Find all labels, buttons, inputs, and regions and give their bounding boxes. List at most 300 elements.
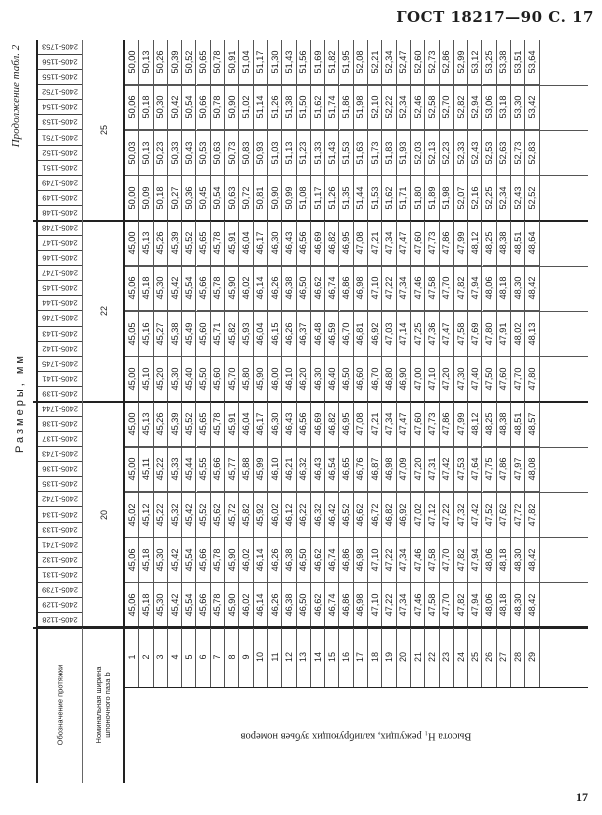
height-value-cell-text: 45,30 (155, 276, 166, 300)
height-value-cell-text: 45,71 (212, 322, 223, 346)
height-value-cell (168, 130, 182, 175)
height-value-cell-text: 46,70 (341, 322, 352, 346)
height-value-cell (254, 266, 268, 311)
height-value-cell (425, 447, 439, 492)
height-value-cell (268, 583, 282, 628)
height-value-cell (254, 357, 268, 402)
height-value-cell (282, 492, 296, 537)
height-value-cell (168, 221, 182, 266)
height-value-cell-text: 46,37 (298, 322, 309, 346)
height-value-cell (197, 357, 211, 402)
height-value-cell-text: 51,26 (269, 95, 280, 119)
height-value-cell-text: 45,30 (155, 593, 166, 617)
height-value-cell (168, 402, 182, 447)
broach-designation-text: 2405-1753 (41, 42, 78, 52)
height-value-cell-text: 47,80 (484, 322, 495, 346)
height-value-cell-text: 45,52 (183, 412, 194, 436)
height-value-cell-text: 45,12 (140, 503, 151, 526)
height-value-cell (397, 40, 411, 85)
tooth-number-text: 18 (369, 651, 380, 663)
height-value-cell (325, 402, 339, 447)
height-value-cell (139, 221, 153, 266)
height-value-cell (182, 357, 196, 402)
height-value-cell-text: 48,30 (512, 276, 523, 300)
height-value-cell (454, 447, 468, 492)
tooth-number-text: 7 (212, 654, 223, 660)
height-value-cell (225, 40, 239, 85)
height-value-cell (454, 85, 468, 130)
height-value-cell-text: 47,46 (412, 276, 423, 300)
height-value-cell (340, 130, 354, 175)
height-value-cell (497, 447, 511, 492)
height-value-cell-text: 45,26 (155, 231, 166, 255)
height-value-cell (182, 402, 196, 447)
height-value-cell-text: 46,02 (269, 503, 280, 526)
height-value-cell (525, 266, 539, 311)
height-value-cell (197, 40, 211, 85)
height-value-cell (354, 357, 368, 402)
height-value-cell (440, 311, 454, 356)
height-value-cell (440, 447, 454, 492)
height-value-cell-text: 46,02 (241, 548, 252, 572)
height-value-cell-text: 48,30 (512, 548, 523, 572)
height-value-cell (297, 538, 311, 583)
height-value-cell-text: 45,22 (155, 503, 166, 526)
height-value-cell-text: 46,80 (384, 367, 395, 391)
height-value-cell (440, 402, 454, 447)
height-value-cell (125, 266, 139, 311)
broach-designation (37, 161, 82, 176)
height-value-cell (154, 176, 168, 221)
broach-designation-text: 2405-1741 (41, 540, 78, 550)
broach-designation-text: 2405-1144 (41, 298, 78, 308)
height-value-cell (297, 266, 311, 311)
broach-designation-text: 2405-1154 (41, 102, 78, 112)
height-value-cell (182, 221, 196, 266)
height-value-cell-text: 51,13 (283, 141, 294, 165)
height-value-cell-text: 46,48 (312, 322, 323, 346)
height-value-cell-text: 47,47 (398, 412, 409, 436)
height-value-cell-text: 51,63 (355, 141, 366, 165)
height-value-cell-text: 48,42 (527, 593, 538, 617)
height-value-cell (282, 40, 296, 85)
tooth-number (483, 627, 497, 687)
height-value-cell-text: 46,70 (369, 367, 380, 391)
height-value-cell (225, 85, 239, 130)
height-value-cell-text: 48,06 (484, 276, 495, 300)
height-value-cell-text: 46,65 (341, 457, 352, 481)
height-value-cell-text: 50,18 (155, 186, 166, 210)
height-value-cell-text: 51,43 (283, 50, 294, 74)
height-value-cell-text: 46,26 (269, 276, 280, 300)
height-value-cell-text: 50,99 (283, 186, 294, 210)
height-value-cell (297, 447, 311, 492)
height-value-cell (382, 447, 396, 492)
group-nominal-width (82, 40, 125, 221)
broach-designation-text: 2405-1151 (41, 163, 78, 173)
height-value-cell (168, 492, 182, 537)
height-value-cell-text: 48,18 (498, 276, 509, 300)
height-value-cell (397, 583, 411, 628)
broach-designation (37, 281, 82, 296)
broach-designation-text: 2405-1746 (41, 313, 78, 323)
height-value-cell-text: 47,34 (384, 231, 395, 255)
height-value-cell-text: 50,78 (212, 95, 223, 119)
broach-designation-text: 2405-1138 (41, 419, 78, 429)
height-value-cell (211, 583, 225, 628)
tooth-number (411, 627, 425, 687)
height-value-cell-text: 46,74 (326, 276, 337, 300)
tooth-number (182, 627, 196, 687)
height-value-cell (225, 538, 239, 583)
height-value-cell (382, 538, 396, 583)
height-value-cell-text: 53,30 (512, 95, 523, 119)
height-value-cell-text: 47,42 (441, 457, 452, 481)
height-value-cell (397, 85, 411, 130)
tooth-number-text: 2 (140, 654, 151, 660)
broach-designation (37, 115, 82, 130)
height-value-cell (368, 447, 382, 492)
height-value-cell-text: 52,53 (484, 141, 495, 165)
broach-designation (37, 387, 82, 402)
tooth-number (454, 627, 468, 687)
height-value-cell (340, 311, 354, 356)
height-value-cell (154, 40, 168, 85)
height-value-cell (511, 447, 525, 492)
height-value-cell-text: 47,09 (398, 457, 409, 481)
height-value-cell-text: 45,90 (226, 548, 237, 572)
height-value-cell (154, 266, 168, 311)
height-value-cell (411, 40, 425, 85)
tooth-number (254, 627, 268, 687)
height-value-cell (268, 402, 282, 447)
height-value-cell-text: 46,54 (326, 457, 337, 481)
height-value-cell-text: 45,13 (140, 231, 151, 255)
height-value-cell-text: 46,82 (326, 412, 337, 436)
height-value-cell-text: 52,23 (441, 141, 452, 165)
height-value-cell (211, 492, 225, 537)
height-value-cell (297, 40, 311, 85)
height-value-cell-text: 45,70 (226, 367, 237, 391)
group-nominal-width-text: 25 (98, 124, 109, 135)
height-value-cell (354, 221, 368, 266)
height-value-cell (368, 583, 382, 628)
tooth-number (139, 627, 153, 687)
height-value-cell-text: 48,38 (498, 412, 509, 436)
height-value-cell-text: 45,90 (255, 367, 266, 391)
height-value-cell-text: 51,98 (441, 186, 452, 210)
height-value-cell (282, 221, 296, 266)
height-value-cell (483, 176, 497, 221)
broach-designation (37, 70, 82, 85)
height-value-cell (239, 447, 253, 492)
height-value-cell-text: 47,25 (412, 322, 423, 346)
height-value-cell (325, 176, 339, 221)
height-value-cell (254, 447, 268, 492)
height-value-cell-text: 51,95 (341, 50, 352, 74)
height-value-cell-text: 47,82 (455, 593, 466, 617)
height-value-cell (340, 492, 354, 537)
height-value-cell (297, 311, 311, 356)
height-value-cell-text: 47,86 (441, 231, 452, 255)
tooth-number (168, 627, 182, 687)
height-value-cell (225, 492, 239, 537)
height-value-cell-text: 51,17 (312, 186, 323, 210)
height-value-cell (511, 402, 525, 447)
height-value-cell-text: 46,86 (341, 276, 352, 300)
height-value-cell (440, 221, 454, 266)
height-value-cell-text: 46,04 (255, 322, 266, 346)
height-value-cell (139, 311, 153, 356)
tooth-number-text: 21 (412, 651, 423, 663)
height-value-cell-text: 47,36 (426, 322, 437, 346)
tooth-number-text: 25 (469, 651, 480, 663)
group-nominal-width-text: 22 (98, 305, 109, 316)
height-value-cell-text: 50,90 (269, 186, 280, 210)
height-value-cell-text: 46,81 (355, 322, 366, 346)
height-value-cell-text: 47,12 (426, 503, 437, 526)
height-value-cell-text: 46,42 (326, 503, 337, 526)
height-value-cell-text: 46,04 (241, 412, 252, 436)
height-value-cell (397, 492, 411, 537)
height-value-cell-text: 51,53 (341, 141, 352, 165)
height-value-cell (382, 40, 396, 85)
height-value-cell (397, 311, 411, 356)
height-value-cell-text: 45,78 (212, 548, 223, 572)
height-value-cell (268, 357, 282, 402)
height-value-cell-text: 47,03 (384, 322, 395, 346)
height-value-cell-text: 50,06 (126, 95, 137, 119)
tooth-number (397, 627, 411, 687)
height-value-cell (411, 357, 425, 402)
height-value-cell (340, 176, 354, 221)
tooth-number-text: 10 (255, 651, 266, 663)
height-value-cell (225, 311, 239, 356)
height-value-cell-text: 51,86 (341, 95, 352, 119)
height-value-cell (154, 538, 168, 583)
height-value-cell (197, 130, 211, 175)
height-value-cell (197, 583, 211, 628)
tooth-number (468, 627, 482, 687)
height-value-cell (497, 85, 511, 130)
height-value-cell-text: 47,22 (384, 593, 395, 617)
height-value-cell-text: 45,60 (212, 367, 223, 391)
tooth-number-text: 29 (527, 651, 538, 663)
broach-designation-text: 2405-1132 (41, 555, 78, 565)
height-value-cell-text: 46,32 (298, 457, 309, 481)
height-value-cell (282, 538, 296, 583)
height-value-cell-text: 52,33 (455, 141, 466, 165)
height-value-cell (382, 311, 396, 356)
height-value-cell (454, 130, 468, 175)
height-value-cell-text: 45,00 (126, 367, 137, 391)
height-value-cell-text: 46,52 (341, 503, 352, 526)
height-value-cell-text: 45,42 (169, 548, 180, 572)
height-value-cell-text: 51,62 (384, 186, 395, 210)
height-value-cell (440, 176, 454, 221)
height-value-cell-text: 46,14 (255, 548, 266, 572)
height-value-cell-text: 46,98 (355, 276, 366, 300)
tooth-number (297, 627, 311, 687)
broach-designation (37, 507, 82, 522)
height-value-cell-text: 48,25 (484, 231, 495, 255)
height-value-cell (125, 583, 139, 628)
broach-designation-text: 2405-1148 (41, 208, 78, 218)
height-value-cell-text: 45,65 (198, 412, 209, 436)
height-value-cell-text: 46,86 (341, 593, 352, 617)
height-value-cell-text: 50,36 (183, 186, 194, 210)
height-value-cell (425, 130, 439, 175)
height-value-cell (125, 402, 139, 447)
height-value-cell-text: 47,86 (498, 457, 509, 481)
height-value-cell (325, 447, 339, 492)
height-value-cell-text: 47,31 (426, 457, 437, 481)
tooth-number-text: 23 (441, 651, 452, 663)
height-value-cell (325, 583, 339, 628)
height-value-cell-text: 45,60 (198, 322, 209, 346)
broach-designation-text: 2405-1136 (41, 464, 78, 474)
broach-designation (37, 130, 82, 145)
height-value-cell-text: 50,39 (169, 50, 180, 74)
height-value-cell-text: 48,12 (469, 412, 480, 436)
height-value-cell (468, 40, 482, 85)
height-value-cell-text: 51,23 (298, 141, 309, 165)
height-value-cell (311, 85, 325, 130)
height-value-cell (368, 492, 382, 537)
height-value-cell (239, 176, 253, 221)
broach-designation-text: 2405-1751 (41, 133, 78, 142)
height-value-cell (225, 447, 239, 492)
height-value-cell (254, 311, 268, 356)
height-value-cell-text: 53,18 (498, 95, 509, 119)
height-value-cell (154, 130, 168, 175)
height-value-cell-text: 45,62 (212, 503, 223, 526)
height-value-cell-text: 52,86 (441, 50, 452, 74)
height-value-cell (454, 176, 468, 221)
broach-designation-text: 2405-1747 (41, 268, 78, 278)
height-value-cell (182, 40, 196, 85)
broach-designation (37, 266, 82, 281)
height-value-cell (425, 583, 439, 628)
height-value-cell (468, 538, 482, 583)
tooth-number (368, 627, 382, 687)
height-value-cell (254, 538, 268, 583)
height-value-cell-text: 50,42 (169, 95, 180, 119)
height-value-cell-text: 45,39 (169, 412, 180, 436)
height-value-cell (125, 176, 139, 221)
height-value-cell (268, 447, 282, 492)
height-value-cell-text: 46,98 (384, 457, 395, 481)
broach-designation (37, 40, 82, 55)
height-value-cell-text: 46,30 (312, 367, 323, 391)
dimensions-text: Размеры, мм (14, 352, 26, 453)
height-value-cell (225, 221, 239, 266)
broach-designation-text: 2405-1749 (41, 178, 78, 188)
height-value-cell (382, 357, 396, 402)
height-value-cell (411, 538, 425, 583)
height-value-cell (197, 311, 211, 356)
height-value-cell-text: 50,81 (255, 186, 266, 210)
height-value-cell (368, 176, 382, 221)
height-value-cell (197, 492, 211, 537)
height-value-cell (454, 266, 468, 311)
height-value-cell-text: 50,52 (183, 50, 194, 74)
height-value-cell (125, 538, 139, 583)
height-value-cell (254, 130, 268, 175)
broach-designation-text: 2405-1752 (41, 87, 78, 97)
height-value-cell (397, 357, 411, 402)
height-value-cell-text: 48,57 (527, 412, 538, 436)
height-value-cell (297, 492, 311, 537)
tooth-number-text: 20 (398, 651, 409, 663)
height-value-cell-text: 48,08 (527, 457, 538, 481)
group-nominal-width-text: 20 (98, 509, 109, 520)
height-value-cell-text: 47,08 (355, 412, 366, 436)
height-value-cell (397, 538, 411, 583)
height-value-cell (197, 538, 211, 583)
height-value-cell (468, 130, 482, 175)
height-value-cell (325, 221, 339, 266)
numbers-bottom-border (125, 687, 588, 688)
height-value-cell-text: 47,34 (398, 593, 409, 617)
height-value-cell (282, 176, 296, 221)
broach-designation-text: 2405-1152 (41, 148, 78, 158)
height-value-cell-text: 47,30 (455, 367, 466, 391)
height-value-cell (239, 221, 253, 266)
height-value-cell-text: 45,38 (169, 322, 180, 346)
tooth-number (440, 627, 454, 687)
height-value-cell-text: 45,78 (212, 593, 223, 617)
tooth-number (425, 627, 439, 687)
tooth-number (211, 627, 225, 687)
height-value-cell (525, 311, 539, 356)
height-value-cell (411, 447, 425, 492)
height-value-cell (139, 583, 153, 628)
broach-designation-text: 2405-1128 (41, 615, 78, 625)
height-value-cell (168, 538, 182, 583)
height-value-cell (197, 221, 211, 266)
height-value-cell-text: 47,00 (412, 367, 423, 391)
height-value-cell-text: 51,69 (312, 50, 323, 74)
broach-designation-text: 2405-1739 (41, 585, 78, 595)
height-value-cell-text: 46,95 (341, 231, 352, 255)
height-value-cell (525, 130, 539, 175)
height-value-cell (511, 40, 525, 85)
height-value-cell-text: 47,34 (384, 412, 395, 436)
height-value-cell-text: 51,73 (369, 141, 380, 165)
broach-designation (37, 492, 82, 507)
height-value-cell-text: 47,73 (426, 231, 437, 255)
height-value-cell (354, 311, 368, 356)
height-value-cell-text: 45,33 (169, 457, 180, 481)
height-value-cell (411, 130, 425, 175)
height-value-cell-text: 46,22 (298, 503, 309, 526)
height-value-cell (397, 176, 411, 221)
height-value-cell (440, 357, 454, 402)
height-value-cell-text: 52,63 (498, 141, 509, 165)
tooth-number-text: 5 (183, 654, 194, 660)
height-value-cell-text: 45,18 (140, 548, 151, 572)
height-value-cell (268, 40, 282, 85)
height-value-cell (139, 40, 153, 85)
height-value-cell (497, 583, 511, 628)
height-value-cell-text: 46,00 (269, 367, 280, 391)
height-value-cell-text: 47,60 (498, 367, 509, 391)
height-value-cell (168, 40, 182, 85)
broach-designation (37, 402, 82, 417)
height-value-cell-text: 48,02 (512, 322, 523, 346)
height-value-cell-text: 46,90 (398, 367, 409, 391)
